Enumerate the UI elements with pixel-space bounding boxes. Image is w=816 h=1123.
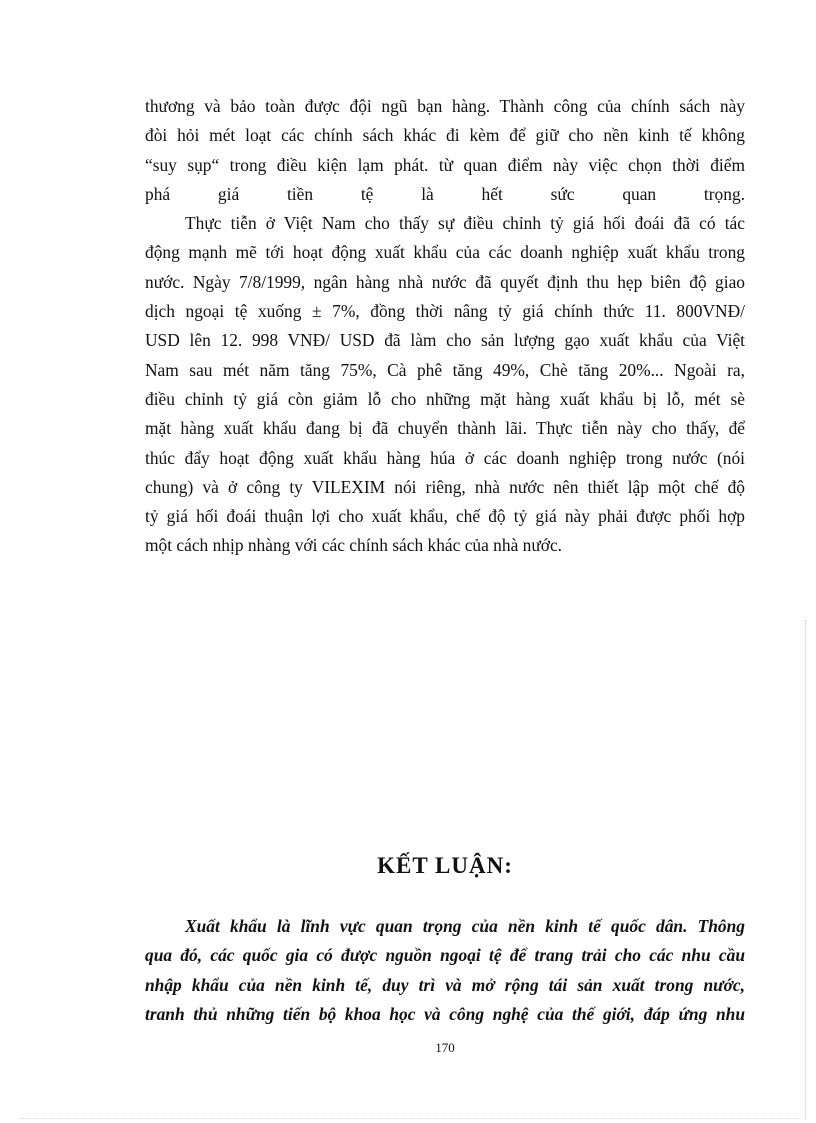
text-line: một cách nhịp nhàng với các chính sách khác của nhà nước.	[145, 535, 563, 556]
text-line: phá giá tiền tệ là hết sức quan trọng.	[145, 183, 745, 204]
body-text	[145, 92, 745, 561]
text-line: Nam sau mét năm tăng 75%, Cà phê tăng 49%, Chè tăng 20%... Ngoài ra,	[145, 359, 745, 380]
paragraph-1	[145, 92, 745, 209]
text-line: “suy sụp“ trong điều kiện lạm phát. từ quan điểm này việc chọn thời điểm	[145, 154, 745, 175]
text-line: Thực tiễn ở Việt Nam cho thấy sự điều chỉnh tỷ giá hối đoái đã có tác	[185, 213, 745, 234]
page-number: 170	[435, 1040, 455, 1055]
paragraph-2	[145, 209, 745, 561]
text-line: thúc đẩy hoạt động xuất khẩu hàng húa ở các doanh nghiệp trong nước (nói	[145, 447, 745, 468]
conclusion-heading: KẾT LUẬN:	[377, 853, 513, 878]
text-line: nước. Ngày 7/8/1999, ngân hàng nhà nước đã quyết định thu hẹp biên độ giao	[145, 271, 745, 292]
text-line: động mạnh mẽ tới hoạt động xuất khẩu của các doanh nghiệp xuất khẩu trong	[145, 242, 745, 263]
text-line: chung) và ở công ty VILEXIM nói riêng, nhà nước nên thiết lập một chế độ	[145, 476, 745, 497]
text-line: tranh thủ những tiến bộ khoa học và công nghệ của thế giới, đáp ứng nhu	[145, 1003, 745, 1024]
conclusion-paragraph	[145, 912, 745, 1029]
text-line: thương và bảo toàn được đội ngũ bạn hàng. Thành công của chính sách này	[145, 96, 745, 116]
text-line: đòi hỏi mét loạt các chính sách khác đi kèm để giữ cho nền kinh tế không	[145, 125, 745, 146]
footer-dotted-rule	[20, 1118, 800, 1119]
text-line: mặt hàng xuất khẩu đang bị đã chuyển thành lãi. Thực tiễn này cho thấy, để	[145, 418, 745, 439]
text-line: USD lên 12. 998 VNĐ/ USD đã làm cho sản lượng gạo xuất khẩu của Việt	[145, 330, 745, 351]
text-line: qua đó, các quốc gia có được nguồn ngoại tệ để trang trải cho các nhu cầu	[145, 945, 745, 966]
text-line: Xuất khẩu là lĩnh vực quan trọng của nền kinh tế quốc dân. Thông	[185, 916, 745, 936]
text-line: tỷ giá hối đoái thuận lợi cho xuất khẩu, chế độ tỷ giá này phải được phối hợp	[145, 506, 745, 527]
text-line: điều chỉnh tỷ giá còn giảm lỗ cho những mặt hàng xuất khẩu bị lỗ, mét sè	[145, 388, 745, 409]
text-line: dịch ngoại tệ xuống ± 7%, đồng thời nâng tỷ giá chính thức 11. 800VNĐ/	[145, 301, 745, 322]
text-line: nhập khẩu của nền kinh tế, duy trì và mở rộng tái sản xuất trong nước,	[145, 974, 745, 995]
